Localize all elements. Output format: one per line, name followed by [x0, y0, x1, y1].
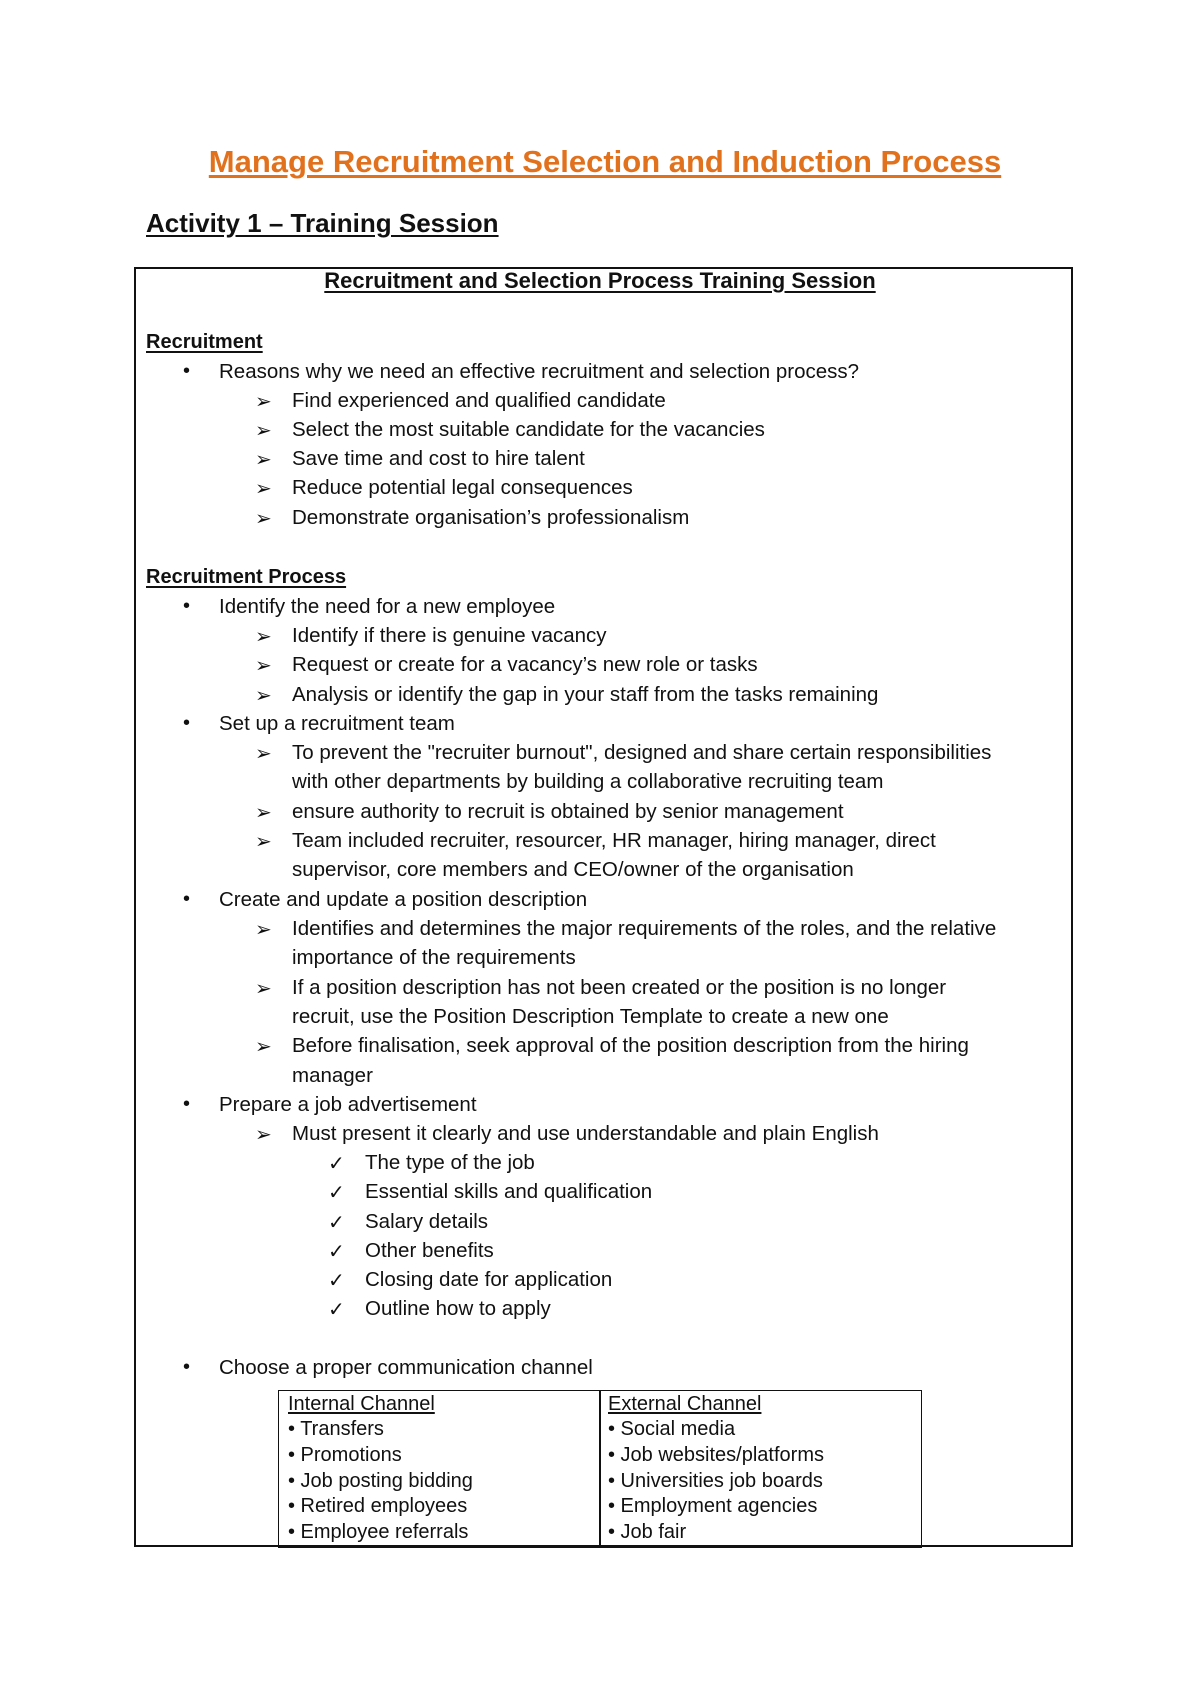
check-icon: ✓: [328, 1241, 345, 1263]
bullet-icon: •: [183, 712, 191, 734]
list-item-continuation: manager: [292, 1064, 373, 1087]
list-item: Reduce potential legal consequences: [292, 476, 633, 499]
table-cell: • Job fair: [608, 1521, 687, 1543]
arrow-bullet-icon: ➢: [255, 685, 272, 707]
list-item: Create and update a position description: [219, 888, 588, 911]
checklist-item: Salary details: [365, 1210, 489, 1233]
activity-heading: Activity 1 – Training Session: [146, 208, 499, 238]
check-icon: ✓: [328, 1182, 345, 1204]
arrow-bullet-icon: ➢: [255, 919, 272, 941]
table-cell: • Retired employees: [288, 1495, 468, 1517]
arrow-bullet-icon: ➢: [255, 743, 272, 765]
table-cell: • Universities job boards: [608, 1470, 823, 1492]
list-item-continuation: recruit, use the Position Description Template to create a new one: [292, 1005, 889, 1028]
bullet-icon: •: [183, 1356, 191, 1378]
arrow-bullet-icon: ➢: [255, 626, 272, 648]
bullet-icon: •: [183, 595, 191, 617]
table-cell: • Promotions: [288, 1444, 402, 1466]
list-item: Identify the need for a new employee: [219, 595, 556, 618]
external-channel-header: External Channel: [608, 1393, 762, 1415]
section-heading-recruitment: Recruitment: [146, 331, 263, 353]
checklist-item: Outline how to apply: [365, 1297, 551, 1320]
table-cell: • Employee referrals: [288, 1521, 469, 1543]
arrow-bullet-icon: ➢: [255, 1036, 272, 1058]
table-cell: • Employment agencies: [608, 1495, 818, 1517]
bullet-icon: •: [183, 888, 191, 910]
column-divider: [599, 1391, 601, 1547]
bullet-icon: •: [183, 360, 191, 382]
checklist-item: Essential skills and qualification: [365, 1180, 653, 1203]
list-item: Demonstrate organisation’s professionalism: [292, 506, 690, 529]
arrow-bullet-icon: ➢: [255, 449, 272, 471]
checklist-item: Other benefits: [365, 1239, 494, 1262]
document-title: Manage Recruitment Selection and Induction Process: [208, 144, 1002, 179]
check-icon: ✓: [328, 1270, 345, 1292]
list-item: Save time and cost to hire talent: [292, 447, 585, 470]
bullet-icon: •: [183, 1093, 191, 1115]
list-item: Before finalisation, seek approval of the position description from the hiring: [292, 1034, 969, 1057]
arrow-bullet-icon: ➢: [255, 478, 272, 500]
table-cell: • Job posting bidding: [288, 1470, 473, 1492]
table-cell: • Transfers: [288, 1418, 384, 1440]
list-item-continuation: with other departments by building a collaborative recruiting team: [292, 770, 884, 793]
arrow-bullet-icon: ➢: [255, 391, 272, 413]
list-item: Identify if there is genuine vacancy: [292, 624, 607, 647]
checklist-item: The type of the job: [365, 1151, 535, 1174]
list-item: Request or create for a vacancy’s new role or tasks: [292, 653, 758, 676]
section-heading-recruitment-process: Recruitment Process: [146, 566, 347, 588]
arrow-bullet-icon: ➢: [255, 802, 272, 824]
list-item: Team included recruiter, resourcer, HR manager, hiring manager, direct: [292, 829, 936, 852]
channel-table: [278, 1390, 922, 1548]
list-item-continuation: supervisor, core members and CEO/owner of the organisation: [292, 858, 854, 881]
list-item: Must present it clearly and use understandable and plain English: [292, 1122, 879, 1145]
list-item-continuation: importance of the requirements: [292, 946, 576, 969]
list-item: Prepare a job advertisement: [219, 1093, 477, 1116]
internal-channel-header: Internal Channel: [288, 1393, 435, 1415]
table-cell: • Social media: [608, 1418, 736, 1440]
box-title: Recruitment and Selection Process Training Session: [324, 268, 876, 293]
arrow-bullet-icon: ➢: [255, 655, 272, 677]
list-item: Set up a recruitment team: [219, 712, 455, 735]
list-item: If a position description has not been created or the position is no longer: [292, 976, 947, 999]
list-item: Find experienced and qualified candidate: [292, 389, 666, 412]
check-icon: ✓: [328, 1299, 345, 1321]
arrow-bullet-icon: ➢: [255, 831, 272, 853]
list-item: Reasons why we need an effective recruitment and selection process?: [219, 360, 860, 383]
list-item: ensure authority to recruit is obtained by senior management: [292, 800, 844, 823]
arrow-bullet-icon: ➢: [255, 978, 272, 1000]
arrow-bullet-icon: ➢: [255, 420, 272, 442]
table-cell: • Job websites/platforms: [608, 1444, 824, 1466]
check-icon: ✓: [328, 1212, 345, 1234]
arrow-bullet-icon: ➢: [255, 1124, 272, 1146]
list-item: Identifies and determines the major requirements of the roles, and the relative: [292, 917, 997, 940]
list-item: Choose a proper communication channel: [219, 1356, 593, 1379]
list-item: Select the most suitable candidate for the vacancies: [292, 418, 765, 441]
check-icon: ✓: [328, 1153, 345, 1175]
list-item: Analysis or identify the gap in your staff from the tasks remaining: [292, 683, 879, 706]
checklist-item: Closing date for application: [365, 1268, 613, 1291]
list-item: To prevent the "recruiter burnout", designed and share certain responsibilities: [292, 741, 992, 764]
arrow-bullet-icon: ➢: [255, 508, 272, 530]
